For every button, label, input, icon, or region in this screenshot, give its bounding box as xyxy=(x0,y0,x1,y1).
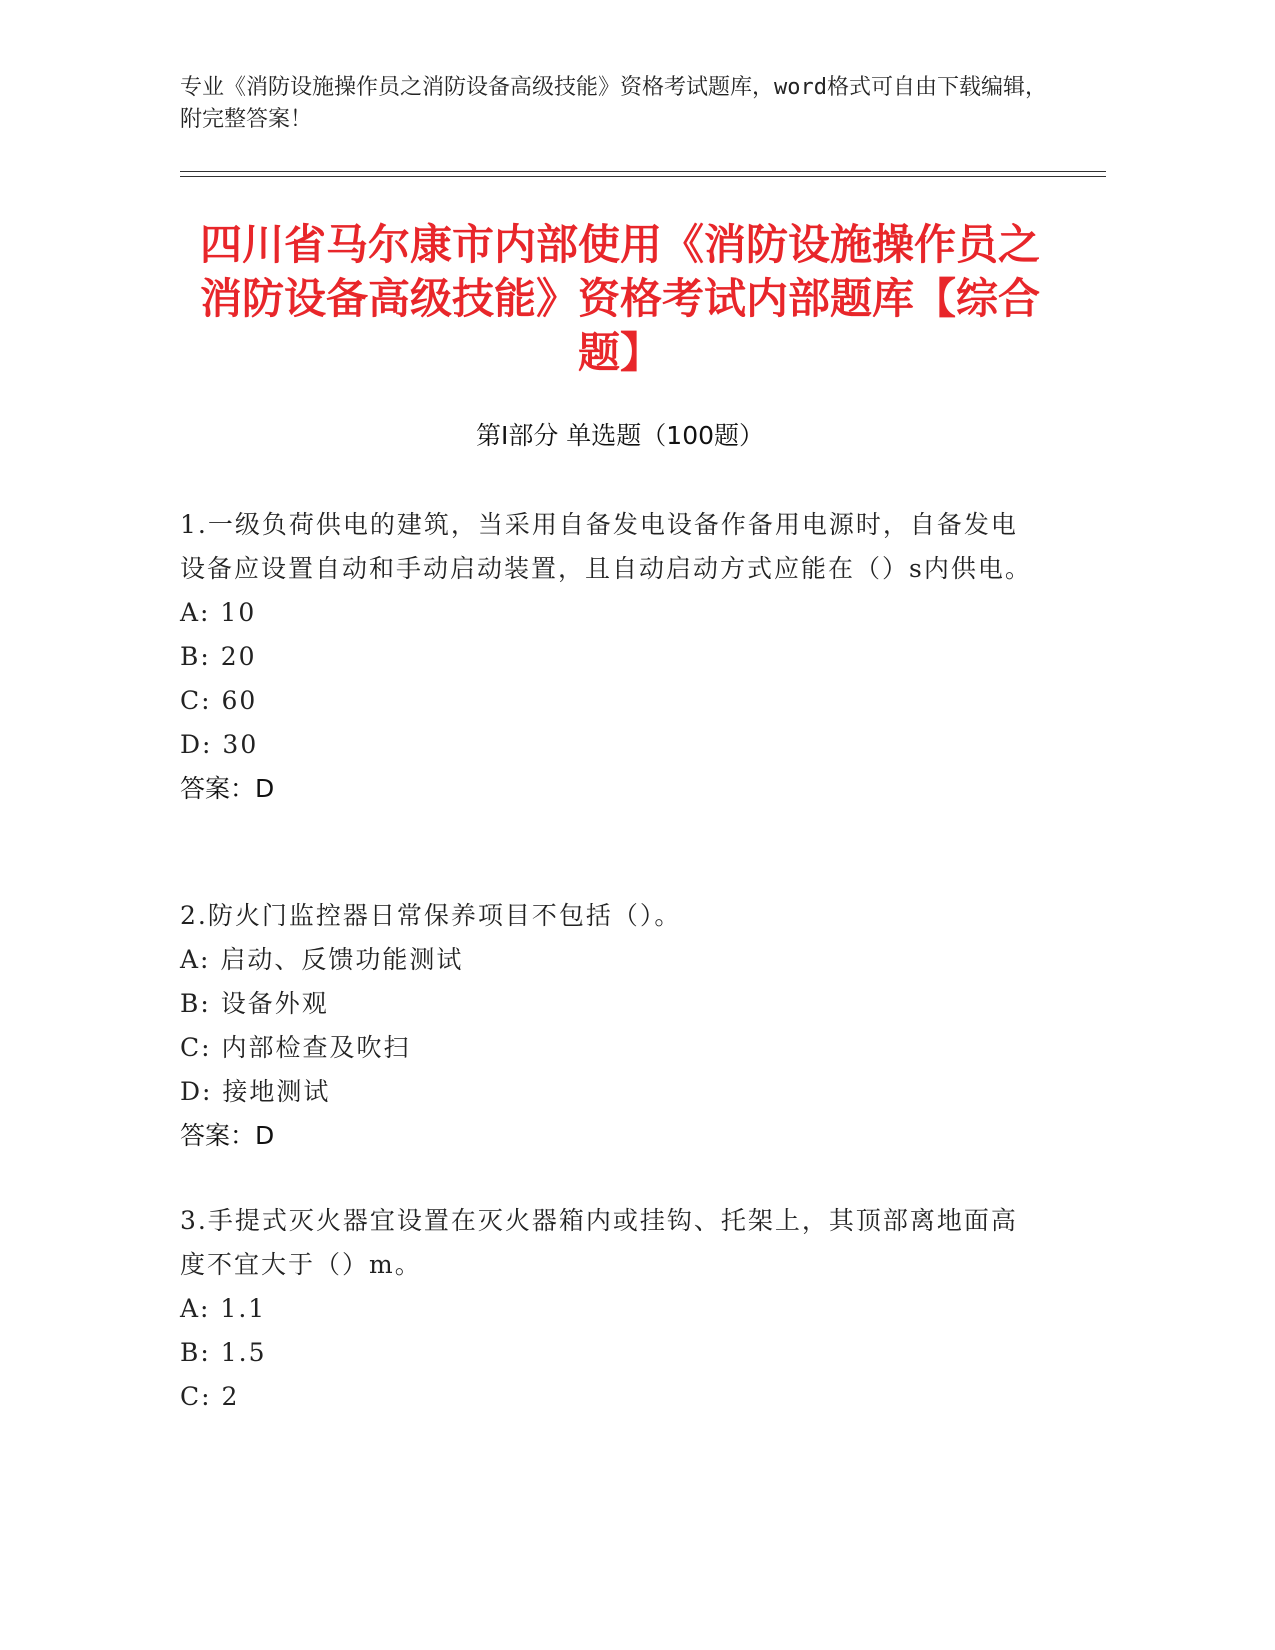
question-stem: 3.手提式灭火器宜设置在灭火器箱内或挂钩、托架上，其顶部离地面高度不宜大于（）m。 xyxy=(180,1206,1018,1279)
option-c: C: 60 xyxy=(180,686,258,715)
option-c: C: 2 xyxy=(180,1382,240,1411)
header-note: 专业《消防设施操作员之消防设备高级技能》资格考试题库，word格式可自由下载编辑，附完整答案！ xyxy=(180,75,1047,132)
option-b: B: 20 xyxy=(180,642,257,671)
question-3 xyxy=(180,1199,1040,1419)
option-d: D: 接地测试 xyxy=(180,1077,331,1106)
option-a: A: 1.1 xyxy=(180,1294,267,1323)
option-b: B: 设备外观 xyxy=(180,989,329,1018)
document-title: 四川省马尔康市内部使用《消防设施操作员之消防设备高级技能》资格考试内部题库【综合题】 xyxy=(199,220,1040,377)
answer: 答案：D xyxy=(180,1121,275,1150)
option-a: A: 启动、反馈功能测试 xyxy=(180,945,464,974)
answer: 答案：D xyxy=(180,774,275,803)
section-title: 第Ⅰ部分 单选题（100题） xyxy=(475,421,765,450)
question-stem: 2.防火门监控器日常保养项目不包括（）。 xyxy=(180,901,682,930)
question-stem: 1.一级负荷供电的建筑，当采用自备发电设备作备用电源时，自备发电设备应设置自动和手动启动装置，且自动启动方式应能在（）s内供电。 xyxy=(180,510,1032,583)
header-divider-top xyxy=(180,171,1106,172)
question-1 xyxy=(180,503,1040,811)
option-c: C: 内部检查及吹扫 xyxy=(180,1033,411,1062)
question-2 xyxy=(180,894,1040,1158)
header-divider-bottom xyxy=(180,176,1106,177)
option-a: A: 10 xyxy=(180,598,257,627)
option-b: B: 1.5 xyxy=(180,1338,267,1367)
option-d: D: 30 xyxy=(180,730,259,759)
